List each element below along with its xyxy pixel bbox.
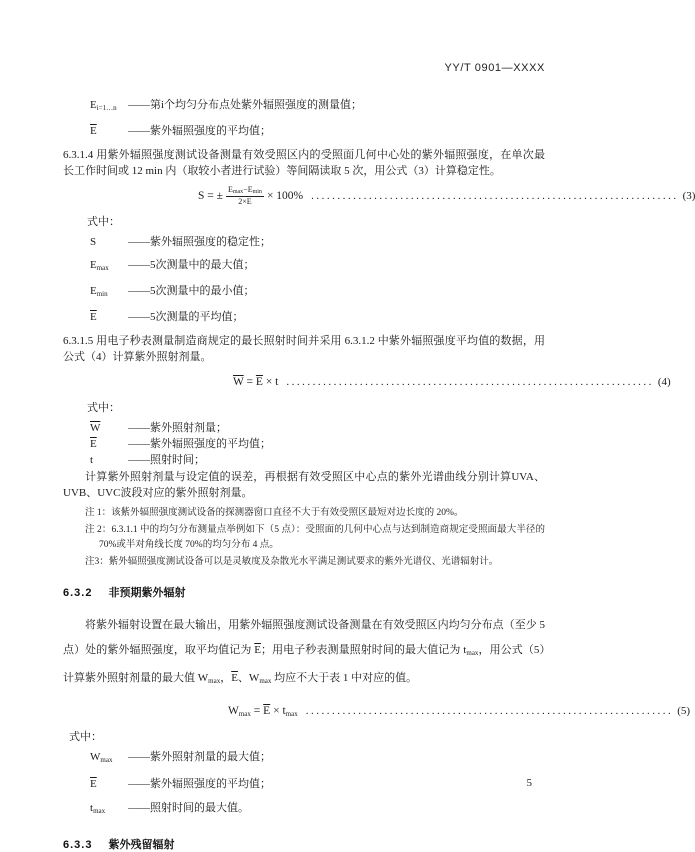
formula-3-expression — [198, 185, 303, 208]
symbol-e-bar: $\overline{E}$ — [231, 672, 238, 684]
symbol-e-bar: $\overline{E}$ — [255, 376, 263, 388]
definition-item — [90, 124, 545, 139]
note-2: 注 2：6.3.1.1 中的均匀分布测量点举例如下（5 点）：受照面的几何中心点与达到制造商规定受照面最大半径的 70%或半对角线长度 70%的均匀分布 4 点。 — [85, 524, 545, 550]
definition-text: ——5次测量中的最小值； — [128, 285, 255, 297]
note-1: 注 1：该紫外辐照强度测试设备的探测器窗口直径不大于有效受照区最短对边长度的 20%。 — [85, 508, 464, 518]
symbol-subscript: max — [259, 677, 272, 685]
symbol-w-bar — [90, 421, 128, 436]
symbol-subscript: max — [232, 188, 244, 195]
definition-item — [90, 258, 545, 276]
equation-number: (3) — [682, 190, 695, 202]
paragraph-segment: ；用电子秒表测量照射时间的最大值记为 t — [260, 644, 467, 656]
symbol-subscript: min — [252, 188, 262, 195]
definition-text: ——紫外辐照强度的平均值； — [128, 438, 271, 450]
symbol-base: t — [90, 802, 94, 814]
formula-4-expression — [233, 376, 278, 388]
fraction-denominator — [226, 197, 264, 207]
definition-item — [90, 284, 545, 302]
definition-item — [90, 453, 545, 468]
symbol-base: $\overline{E}$ — [90, 438, 97, 450]
symbol-base: t — [90, 454, 94, 466]
fraction-numerator — [226, 185, 264, 198]
section-heading-632 — [63, 584, 545, 600]
doc-code: YY/T 0901—XXXX — [444, 62, 545, 74]
symbol-e-bar — [90, 437, 128, 452]
symbol-base: S — [90, 236, 97, 248]
symbol-base: W — [90, 751, 101, 763]
uv-dose-error-paragraph: 计算紫外照射剂量与设定值的误差，再根据有效受照区中心点的紫外光谱曲线分别计算UVA、UVB、UVC波段对应的紫外照射剂量。 — [63, 471, 545, 499]
symbol-subscript: i=1…n — [96, 104, 117, 112]
definition-item — [90, 98, 545, 116]
symbol-subscript: max — [238, 709, 251, 718]
paragraph-segment: ，用公式（5）计算紫外照射剂量的最大值 W — [63, 644, 546, 684]
formula-term: × 100% — [266, 189, 304, 202]
equation-number: (5) — [677, 705, 691, 717]
definition-item — [90, 235, 545, 250]
paragraph-segment: ， — [220, 672, 232, 684]
clause-632-paragraph — [63, 613, 545, 694]
symbol-e-i — [90, 98, 128, 116]
definition-list-formula3 — [63, 235, 545, 325]
definition-list-formula4 — [63, 421, 545, 468]
formula-term: × t — [270, 704, 286, 717]
formula-5-expression — [228, 705, 298, 718]
definition-text: ——紫外照射剂量； — [128, 422, 227, 434]
symbol-subscript: max — [285, 709, 298, 718]
section-title: 非预期紫外辐射 — [108, 587, 186, 599]
definition-text: ——第i个均匀分布点处紫外辐照强度的测量值； — [128, 99, 363, 111]
symbol-e-max — [90, 258, 128, 276]
symbol-e-bar: $\overline{E}$ — [254, 644, 261, 656]
definition-text: ——紫外辐照强度的平均值； — [128, 778, 271, 790]
formula-term: 2× — [238, 197, 247, 207]
definition-text: ——5次测量的平均值； — [128, 311, 244, 323]
page-header — [63, 62, 545, 74]
clause-6314-paragraph: 6.3.1.4 用紫外辐照强度测试设备测量有效受照区内的受照面几何中心处的紫外辐照强度，在单次最长工作时间或 12 min 内（取较小者进行试验）等间隔读取 5 次，用公式（3）计算稳定性。 — [63, 149, 545, 177]
fraction — [226, 185, 264, 208]
symbol-base: $\overline{E}$ — [90, 125, 97, 137]
where-label: 式中： — [69, 731, 102, 743]
formula-3 — [63, 184, 695, 208]
symbol-subscript: max — [208, 677, 221, 685]
symbol-e-bar: $\overline{E}$ — [263, 704, 271, 717]
symbol-subscript: max — [93, 807, 106, 815]
symbol-e-bar — [90, 310, 128, 325]
where-label: 式中： — [87, 402, 120, 414]
symbol-s — [90, 235, 128, 250]
symbol-e-bar — [90, 124, 128, 139]
symbol-e-min — [90, 284, 128, 302]
symbol-subscript: max — [100, 756, 113, 764]
formula-term: −E — [243, 184, 253, 194]
section-number: 6.3.2 — [63, 587, 93, 599]
definition-list-top — [63, 98, 545, 139]
definition-item — [90, 437, 545, 452]
notes-block — [63, 506, 545, 570]
formula-5 — [63, 699, 691, 723]
paragraph-segment: 将紫外辐射设置在最大输出，用紫外辐照强度测试设备测量在有效受照区内均匀分布点（至少 5 点）处的紫外辐照强度，取平均值记为 — [63, 619, 545, 656]
dot-leader: ...................................................................... — [305, 705, 674, 717]
clause-6315-paragraph: 6.3.1.5 用电子秒表测量制造商规定的最长照射时间并采用 6.3.1.2 中紫外辐照强度平均值的数据，用公式（4）计算紫外照射剂量。 — [63, 335, 545, 363]
section-number: 6.3.3 — [63, 839, 93, 851]
page-number: 5 — [526, 777, 532, 789]
symbol-base: $\overline{W}$ — [90, 422, 101, 434]
definition-item — [90, 801, 545, 819]
symbol-subscript: min — [96, 290, 108, 298]
symbol-base: $\overline{E}$ — [90, 311, 97, 323]
dot-leader: ...................................................................... — [311, 190, 679, 202]
formula-4 — [63, 370, 671, 394]
formula-term: = — [243, 376, 256, 388]
symbol-w-bar: $\overline{W}$ — [233, 376, 244, 388]
formula-term: E — [227, 184, 233, 194]
formula-term: S = ± — [198, 189, 223, 202]
section-title: 紫外残留辐射 — [108, 839, 175, 851]
equation-number: (4) — [657, 376, 671, 388]
definition-item — [90, 421, 545, 436]
symbol-subscript: max — [96, 264, 109, 272]
definition-item — [90, 310, 545, 325]
definition-text: ——照射时间； — [128, 454, 205, 466]
definition-text: ——5次测量中的最大值； — [128, 259, 255, 271]
symbol-subscript: max — [466, 649, 479, 657]
symbol-base: W — [228, 704, 239, 717]
paragraph-segment: 、W — [237, 672, 260, 684]
formula-term: = — [250, 704, 264, 717]
symbol-base: E — [90, 99, 97, 111]
definition-text: ——照射时间的最大值。 — [128, 802, 249, 814]
symbol-e-bar — [90, 777, 128, 792]
dot-leader: ...................................................................... — [286, 376, 654, 388]
symbol-t-max — [90, 801, 128, 819]
definition-item — [90, 750, 545, 768]
definition-item — [90, 777, 545, 792]
section-heading-633 — [63, 836, 545, 852]
symbol-base: $\overline{E}$ — [90, 778, 97, 790]
note-3: 注3：紫外辐照强度测试设备可以是灵敏度及杂散光水平满足测试要求的紫外光谱仪、光谱辐射计。 — [85, 556, 499, 567]
definition-text: ——紫外照射剂量的最大值； — [128, 751, 271, 763]
symbol-base: E — [90, 285, 97, 297]
symbol-t — [90, 453, 128, 468]
where-label: 式中： — [87, 216, 120, 228]
paragraph-segment: 均应不大于表 1 中对应的值。 — [271, 672, 418, 684]
formula-term: × t — [262, 376, 279, 388]
symbol-w-max — [90, 750, 128, 768]
symbol-e-bar: $\overline{E}$ — [246, 197, 252, 207]
symbol-base: E — [90, 259, 97, 271]
definition-list-formula5 — [63, 750, 545, 819]
definition-text: ——紫外辐照强度的平均值； — [128, 125, 271, 137]
definition-text: ——紫外辐照强度的稳定性； — [128, 236, 271, 248]
